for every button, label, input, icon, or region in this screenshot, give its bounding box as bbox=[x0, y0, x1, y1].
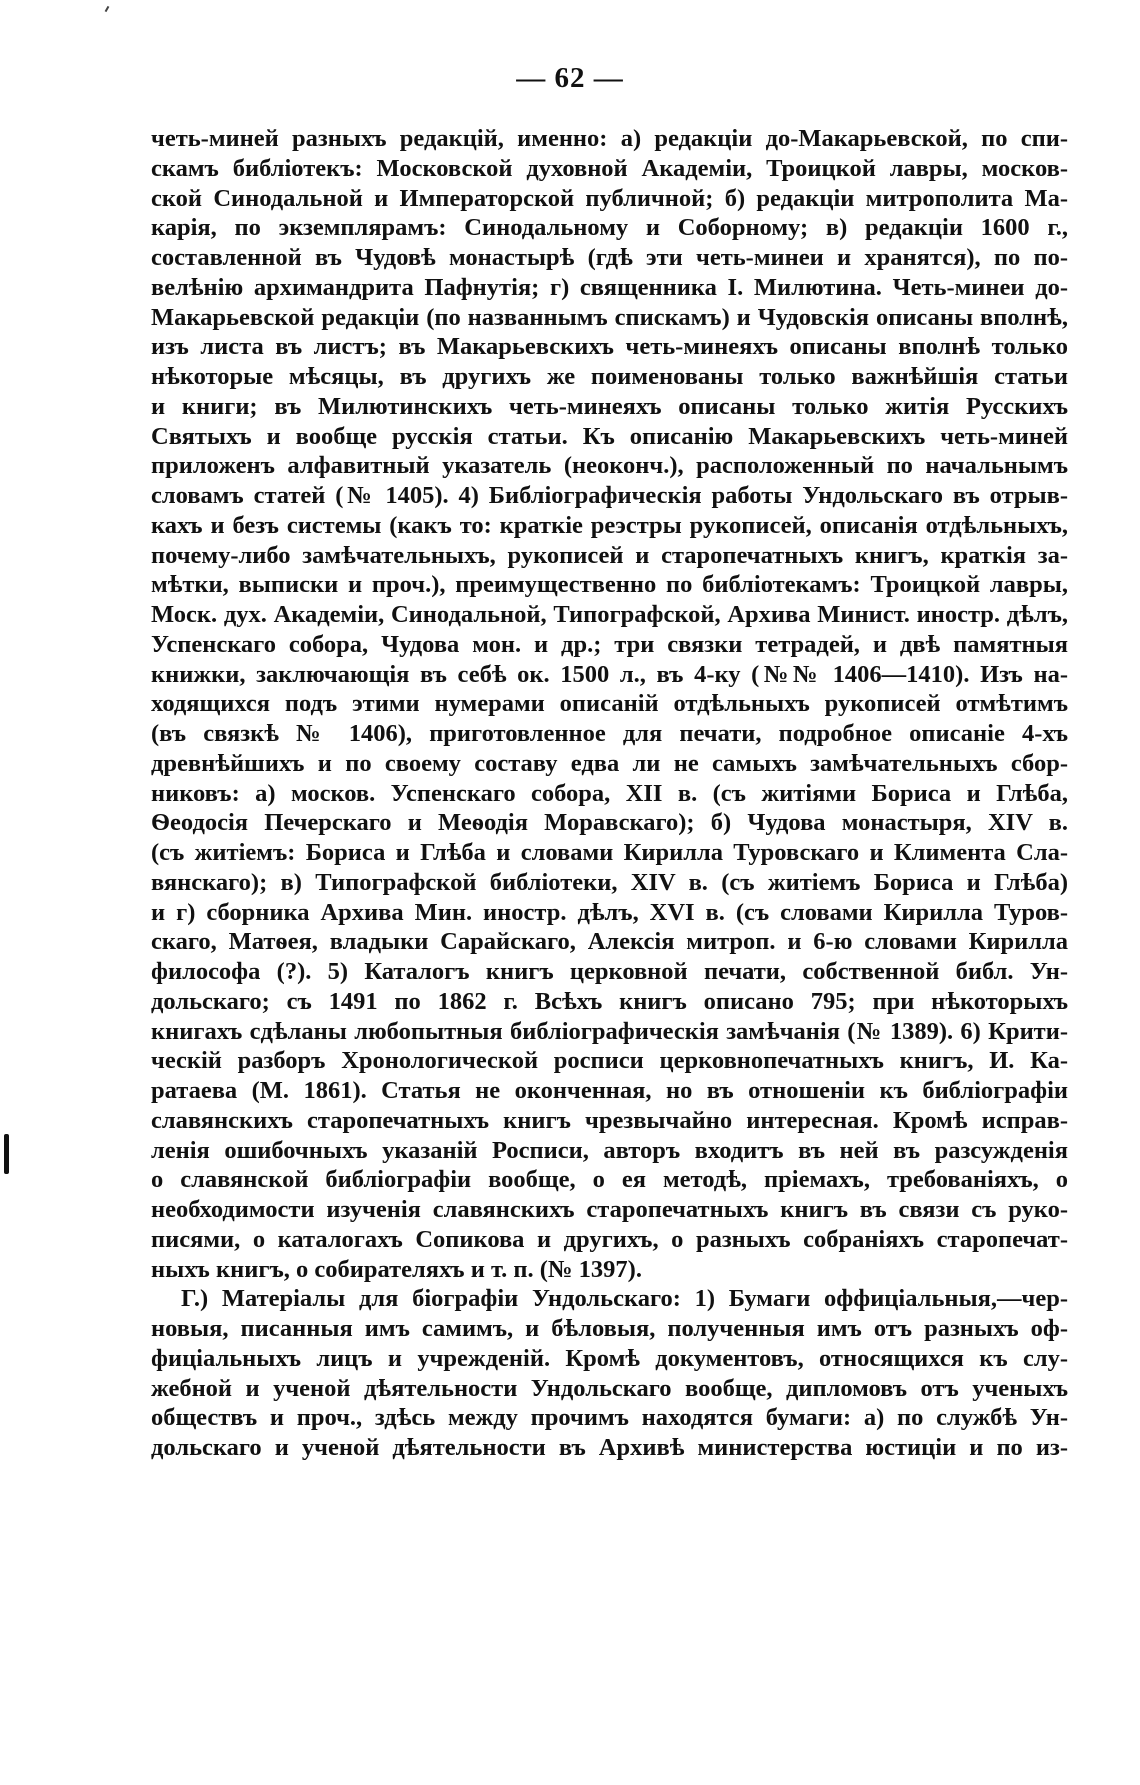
text-line: дольскаго и ученой дѣятельности въ Архивѣ министерства юстиціи и по из- bbox=[151, 1434, 1068, 1461]
text-line: ской Синодальной и Императорской публичной; б) редакціи митрополита Ма- bbox=[151, 184, 1068, 212]
text-line: вянскаго); в) Типографской библіотеки, XIV в. (съ житіемъ Бориса и Глѣба) bbox=[151, 868, 1068, 896]
text-line: скаго, Матѳея, владыки Сарайскаго, Алексія митроп. и 6-ю словами Кирилла bbox=[151, 928, 1068, 956]
text-line: изъ листа въ листъ; въ Макарьевскихъ четь-минеяхъ описаны вполнѣ только bbox=[151, 333, 1068, 361]
text-line: кахъ и безъ системы (какъ то: краткіе реэстры рукописей, описанія отдѣльныхъ, bbox=[151, 511, 1068, 539]
text-line: Макарьевской редакціи (по названнымъ спискамъ) и Чудовскія описаны вполнѣ, bbox=[151, 303, 1068, 331]
text-line: велѣнію архимандрита Пафнутія; г) священника I. Милютина. Четь-минеи до- bbox=[151, 273, 1068, 301]
text-line: карія, по экземплярамъ: Синодальному и Соборному; в) редакціи 1600 г., bbox=[151, 214, 1068, 242]
text-line: жебной и ученой дѣятельности Ундольскаго вообще, дипломовъ отъ ученыхъ bbox=[151, 1374, 1068, 1402]
text-line: ленія ошибочныхъ указаній Росписи, авторъ входитъ въ ней въ разсужденія bbox=[151, 1136, 1068, 1164]
text-line: мѣтки, выписки и проч.), преимущественно по библіотекамъ: Троицкой лавры, bbox=[151, 571, 1068, 599]
text-line: почему-либо замѣчательныхъ, рукописей и старопечатныхъ книгъ, краткія за- bbox=[151, 541, 1068, 569]
text-line: приложенъ алфавитный указатель (неоконч.), расположенный по начальнымъ bbox=[151, 452, 1068, 480]
text-line: книгахъ сдѣланы любопытныя библіографическія замѣчанія (№ 1389). 6) Крити- bbox=[151, 1017, 1068, 1045]
text-line: Святыхъ и вообще русскія статьи. Къ описанію Макарьевскихъ четь-миней bbox=[151, 422, 1068, 450]
text-line: Моск. дух. Академіи, Синодальной, Типографской, Архива Минист. иностр. дѣлъ, bbox=[151, 601, 1068, 628]
text-line: древнѣйшихъ и по своему составу едва ли не самыхъ замѣчательныхъ сбор- bbox=[151, 749, 1068, 777]
margin-bracket-mark bbox=[4, 1134, 9, 1174]
text-line: и г) сборника Архива Мин. иностр. дѣлъ, XVI в. (съ словами Кирилла Туров- bbox=[151, 898, 1068, 926]
text-line: о славянской библіографіи вообще, о ея методѣ, пріемахъ, требованіяхъ, о bbox=[151, 1166, 1068, 1194]
text-line: и книги; въ Милютинскихъ четь-минеяхъ описаны только житія Русскихъ bbox=[151, 392, 1068, 420]
text-line: дольскаго; съ 1491 по 1862 г. Всѣхъ книгъ описано 795; при нѣкоторыхъ bbox=[151, 987, 1068, 1015]
scan-mark bbox=[105, 6, 110, 12]
text-line: скамъ библіотекъ: Московской духовной Академіи, Троицкой лавры, москов- bbox=[151, 154, 1068, 182]
text-line: необходимости изученія славянскихъ старопечатныхъ книгъ въ связи съ руко- bbox=[151, 1196, 1068, 1223]
text-line: Ѳеодосія Печерскаго и Меѳодія Моравскаго); б) Чудова монастыря, XIV в. bbox=[151, 809, 1068, 837]
text-line: фиціальныхъ лицъ и учрежденій. Кромѣ документовъ, относящихся къ слу- bbox=[151, 1344, 1068, 1372]
text-line: ческій разборъ Хронологической росписи церковнопечатныхъ книгъ, И. Ка- bbox=[151, 1047, 1068, 1075]
text-line: составленной въ Чудовѣ монастырѣ (гдѣ эти четь-минеи и хранятся), по по- bbox=[151, 244, 1068, 271]
text-line: книжки, заключающія въ себѣ ок. 1500 л., въ 4-ку (№№ 1406—1410). Изъ на- bbox=[151, 660, 1068, 688]
text-line: писями, о каталогахъ Сопикова и другихъ, о разныхъ собраніяхъ старопечат- bbox=[151, 1225, 1068, 1253]
text-line: никовъ: а) москов. Успенскаго собора, XII в. (съ житіями Бориса и Глѣба, bbox=[151, 779, 1068, 807]
text-line: нѣкоторые мѣсяцы, въ другихъ же поименованы только важнѣйшія статьи bbox=[151, 363, 1068, 390]
text-line: (въ связкѣ № 1406), приготовленное для печати, подробное описаніе 4-хъ bbox=[151, 720, 1068, 747]
body-text bbox=[151, 124, 1068, 1463]
paragraph-end-line: ныхъ книгъ, о собирателяхъ и т. п. (№ 1397). bbox=[151, 1255, 642, 1283]
text-line: четь-миней разныхъ редакцій, именно: а) редакціи до-Макарьевской, по спи- bbox=[151, 125, 1068, 152]
text-line: ходящихся подъ этими нумерами описаній отдѣльныхъ рукописей отмѣтимъ bbox=[151, 690, 1068, 718]
text-line: ратаева (М. 1861). Статья не оконченная, но въ отношеніи къ библіографіи bbox=[151, 1077, 1068, 1104]
text-line: (съ житіемъ: Бориса и Глѣба и словами Кирилла Туровскаго и Климента Сла- bbox=[151, 839, 1068, 866]
text-line: философа (?). 5) Каталогъ книгъ церковной печати, собственной библ. Ун- bbox=[151, 958, 1068, 985]
text-line: словамъ статей (№ 1405). 4) Библіографическія работы Ундольскаго въ отрыв- bbox=[151, 482, 1068, 509]
text-line: Успенскаго собора, Чудова мон. и др.; три связки тетрадей, и двѣ памятныя bbox=[151, 630, 1068, 658]
text-line: обществъ и проч., здѣсь между прочимъ находятся бумаги: а) по службѣ Ун- bbox=[151, 1404, 1068, 1432]
text-line: новыя, писанныя имъ самимъ, и бѣловыя, полученныя имъ отъ разныхъ оф- bbox=[151, 1315, 1068, 1342]
paragraph-start-line: Г.) Матеріалы для біографіи Ундольскаго: 1) Бумаги оффиціальныя,—чер- bbox=[181, 1285, 1068, 1313]
page-number: — 62 — bbox=[516, 62, 624, 94]
text-line: славянскихъ старопечатныхъ книгъ чрезвычайно интересная. Кромѣ исправ- bbox=[151, 1106, 1068, 1134]
